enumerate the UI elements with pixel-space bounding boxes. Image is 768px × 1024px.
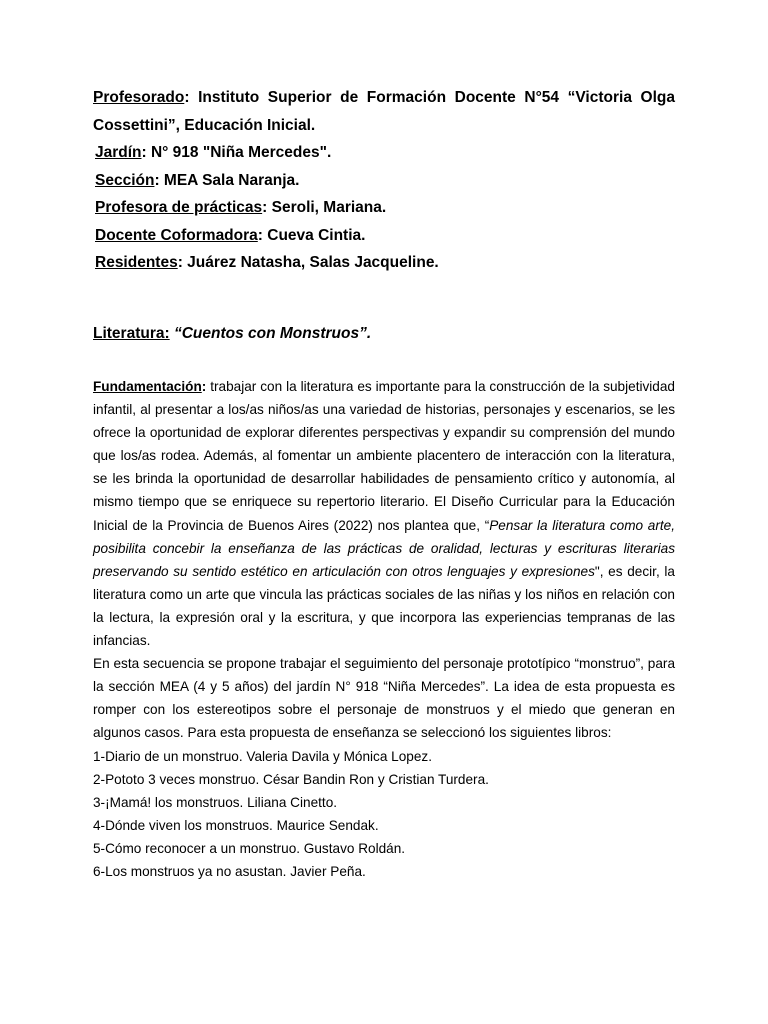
jardin-label: Jardín — [95, 144, 142, 161]
fundamentacion-text-2: ", es decir, la literatura como un arte que vincula las prácticas sociales de las niñas y los niños en relación con la lectura, la expresión oral y la escritura, y que incorpora las experiencias tempranas de las infancias. — [93, 563, 675, 649]
books-list — [93, 745, 675, 884]
fundamentacion-paragraph — [93, 375, 675, 652]
fundamentacion-colon: : — [201, 379, 207, 394]
book-item: 1-Diario de un monstruo. Valeria Davila y Mónica Lopez. — [93, 748, 433, 764]
fundamentacion-quote: Pensar la literatura como arte, posibilita concebir la enseñanza de las prácticas de oralidad, lecturas y escrituras literarias preservando su sentido estético en articulación con otros lenguajes y expresiones — [93, 517, 675, 579]
jardin-value: : N° 918 "Niña Mercedes". — [141, 144, 332, 161]
literatura-heading — [93, 322, 371, 346]
document-header — [93, 84, 675, 277]
docente-line — [93, 222, 675, 250]
profesora-value: : Seroli, Mariana. — [262, 199, 387, 216]
profesorado-label: Profesorado — [93, 89, 185, 106]
profesora-label: Profesora de prácticas — [95, 199, 263, 216]
residentes-line — [93, 249, 675, 277]
jardin-line — [93, 139, 675, 167]
residentes-label: Residentes — [95, 254, 178, 271]
fundamentacion-label: Fundamentación — [93, 379, 202, 394]
docente-value: : Cueva Cintia. — [257, 226, 366, 244]
book-item: 5-Cómo reconocer a un monstruo. Gustavo Roldán. — [93, 840, 406, 856]
book-item: 2-Pototo 3 veces monstruo. César Bandin Ron y Cristian Turdera. — [93, 771, 489, 787]
seccion-value: : MEA Sala Naranja. — [154, 171, 300, 189]
literatura-label: Literatura: — [93, 325, 170, 342]
seccion-line — [93, 167, 675, 195]
residentes-value: : Juárez Natasha, Salas Jacqueline. — [177, 254, 439, 271]
document-body — [93, 375, 675, 883]
book-item: 3-¡Mamá! los monstruos. Liliana Cinetto. — [93, 794, 338, 810]
docente-label: Docente Coformadora — [95, 226, 258, 244]
fundamentacion-text-1: trabajar con la literatura es importante para la construcción de la subjetividad infantil, al presentar a los/as niños/as una variedad de historias, personajes y escenarios, se les ofrece la oportunidad de explorar diferentes perspectivas y expandir su comprensión del mundo que los/as rodea. Además, al fomentar un ambiente placentero de interacción con la literatura, se les brinda la oportunidad de desarrollar habilidades de pensamiento crítico y autonomía, al mismo tiempo que se enriquece su repertorio literario. El Diseño Curricular para la Educación Inicial de la Provincia de Buenos Aires (2022) nos plantea que, “ — [93, 379, 675, 533]
profesora-line — [93, 194, 675, 222]
secuencia-paragraph: En esta secuencia se propone trabajar el seguimiento del personaje prototípico “monstruo”, para la sección MEA (4 y 5 años) del jardín N° 918 “Niña Mercedes”. La idea de esta propuesta es romper con los estereotipos sobre el personaje de monstruos y el miedo que generan en algunos casos. Para esta propuesta de enseñanza se seleccionó los siguientes libros: — [93, 656, 675, 741]
seccion-label: Sección — [95, 171, 155, 189]
book-item: 4-Dónde viven los monstruos. Maurice Sendak. — [93, 817, 379, 833]
literatura-title: “Cuentos con Monstruos”. — [173, 325, 372, 342]
profesorado-line — [93, 84, 675, 139]
book-item: 6-Los monstruos ya no asustan. Javier Peña. — [93, 863, 366, 879]
profesorado-value: : Instituto Superior de Formación Docente N°54 “Victoria Olga Cossettini”, Educación Inicial. — [93, 89, 675, 134]
